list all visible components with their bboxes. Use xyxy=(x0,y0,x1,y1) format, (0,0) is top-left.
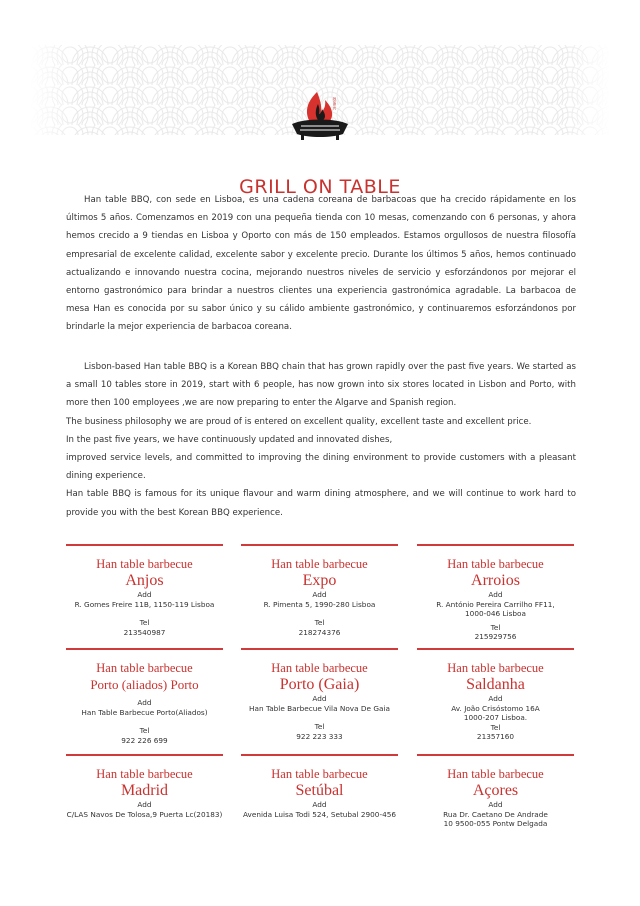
store-card xyxy=(241,648,398,741)
store-phone: 215929756 xyxy=(474,632,517,642)
address-label: Add xyxy=(488,694,503,703)
address-label: Add xyxy=(312,800,327,809)
store-brand: Han table barbecue xyxy=(96,661,193,675)
store-phone: 922 226 699 xyxy=(121,735,168,745)
store-address: R. Gomes Freire 11B, 1150-119 Lisboa xyxy=(74,599,215,609)
intro-en-line: Han table BBQ is famous for its unique flavour and warm dining atmosphere, and we will continue to work hard to provide you with the best Korean BBQ experience. xyxy=(66,489,576,518)
store-brand: Han table barbecue xyxy=(271,557,368,571)
store-card xyxy=(66,754,223,819)
store-city: Porto (Gaia) xyxy=(279,676,360,693)
address-label: Add xyxy=(312,694,327,703)
intro-en-line: Lisbon-based Han table BBQ is a Korean BBQ chain that has grown rapidly over the past five years. We started as a small 10 tables store in 2019, start with 6 people, has now grown into six stores located in Lisbon and Porto, with more then 100 employees ,we are now preparing to enter the Algarve and Spanish region. xyxy=(66,362,576,409)
store-brand: Han table barbecue xyxy=(447,767,544,781)
store-card xyxy=(241,754,398,819)
store-phone: 218274376 xyxy=(298,627,341,637)
tel-label: Tel xyxy=(139,618,150,628)
store-phone: 922 223 333 xyxy=(296,731,343,741)
store-address: R. António Pereira Carrilho FF11, 1000-046 Lisboa xyxy=(436,599,555,619)
store-city: Porto (aliados) Porto xyxy=(90,677,199,692)
page-title: GRILL ON TABLE xyxy=(239,175,401,198)
store-city: Açores xyxy=(472,782,519,799)
store-brand: Han table barbecue xyxy=(271,767,368,781)
store-city: Expo xyxy=(302,572,337,589)
address-label: Add xyxy=(488,800,503,809)
store-phone: 213540987 xyxy=(123,627,166,637)
store-city: Arroios xyxy=(471,572,520,589)
address-label: Add xyxy=(137,590,152,599)
tel-label: Tel xyxy=(490,622,501,632)
store-address: Han Table Barbecue Vila Nova De Gaia xyxy=(249,703,390,713)
store-phone: 21357160 xyxy=(476,732,515,742)
intro-paragraph-english xyxy=(66,358,576,522)
intro-en-line: In the past five years, we have continuously updated and innovated dishes, xyxy=(66,434,393,445)
tel-label: Tel xyxy=(314,722,325,732)
store-card xyxy=(417,754,574,829)
tel-label: Tel xyxy=(314,618,325,628)
store-address: R. Pimenta 5, 1990-280 Lisboa xyxy=(263,599,376,609)
store-brand: Han table barbecue xyxy=(96,767,193,781)
store-address: Av. João Crisóstomo 16A 1000-207 Lisboa. xyxy=(451,703,540,723)
store-card xyxy=(241,544,398,637)
store-card xyxy=(417,648,574,742)
store-card xyxy=(66,648,223,745)
address-label: Add xyxy=(137,698,152,707)
store-brand: Han table barbecue xyxy=(271,661,368,675)
store-brand: Han table barbecue xyxy=(447,661,544,675)
store-card xyxy=(417,544,574,642)
logo-vertical-text: 韩桌烤肉 xyxy=(332,97,336,110)
address-label: Add xyxy=(312,590,327,599)
store-card xyxy=(66,544,223,637)
store-brand: Han table barbecue xyxy=(96,557,193,571)
tel-label: Tel xyxy=(490,722,501,732)
address-label: Add xyxy=(488,590,503,599)
intro-en-line: improved service levels, and committed to improving the dining environment to provide customers with a pleasant dining experience. xyxy=(66,453,576,482)
store-city: Madrid xyxy=(120,782,169,799)
intro-paragraph-spanish: Han table BBQ, con sede en Lisboa, es una cadena coreana de barbacoas que ha crecido rápidamente en los últimos 5 años. Comenzamos en 2019 con una pequeña tienda con 10 mesas, comenzando con 6 personas, y ahora hemos crecido a 9 tiendas en Lisboa y Oporto con más de 150 empleados. Estamos orgullosos de nuestra filosofía empresarial de excelente calidad, excelente sabor y excelente precio. Durante los últimos 5 años, hemos continuado actualizando e innovando nuestra cocina, mejorando nuestros niveles de servicio y esforzándonos por mejorar el entorno gastronómico para brindar a nuestros clientes una experiencia gastronómica agradable. La barbacoa de mesa Han es conocida por su sabor único y su cálido ambiente gastronómico, y continuaremos esforzándonos por brindarle la mejor experiencia de barbacoa coreana. xyxy=(66,195,576,333)
store-brand: Han table barbecue xyxy=(447,557,544,571)
store-address: Rua Dr. Caetano De Andrade 10 9500-055 Pontw Delgada xyxy=(443,809,548,829)
tel-label: Tel xyxy=(139,726,150,736)
store-address: C/LAS Navos De Tolosa,9 Puerta Lc(20183) xyxy=(66,809,223,819)
address-label: Add xyxy=(137,800,152,809)
store-city: Setúbal xyxy=(295,782,344,799)
grill-flame-logo xyxy=(287,86,353,142)
store-city: Anjos xyxy=(125,572,164,589)
store-address: Han Table Barbecue Porto(Aliados) xyxy=(81,707,208,717)
store-city: Saldanha xyxy=(466,676,525,693)
store-address: Avenida Luisa Todi 524, Setubal 2900-456 xyxy=(242,809,397,819)
intro-en-line: The business philosophy we are proud of is entered on excellent quality, excellent taste and excellent price. xyxy=(66,416,532,427)
store-directory xyxy=(66,544,574,834)
